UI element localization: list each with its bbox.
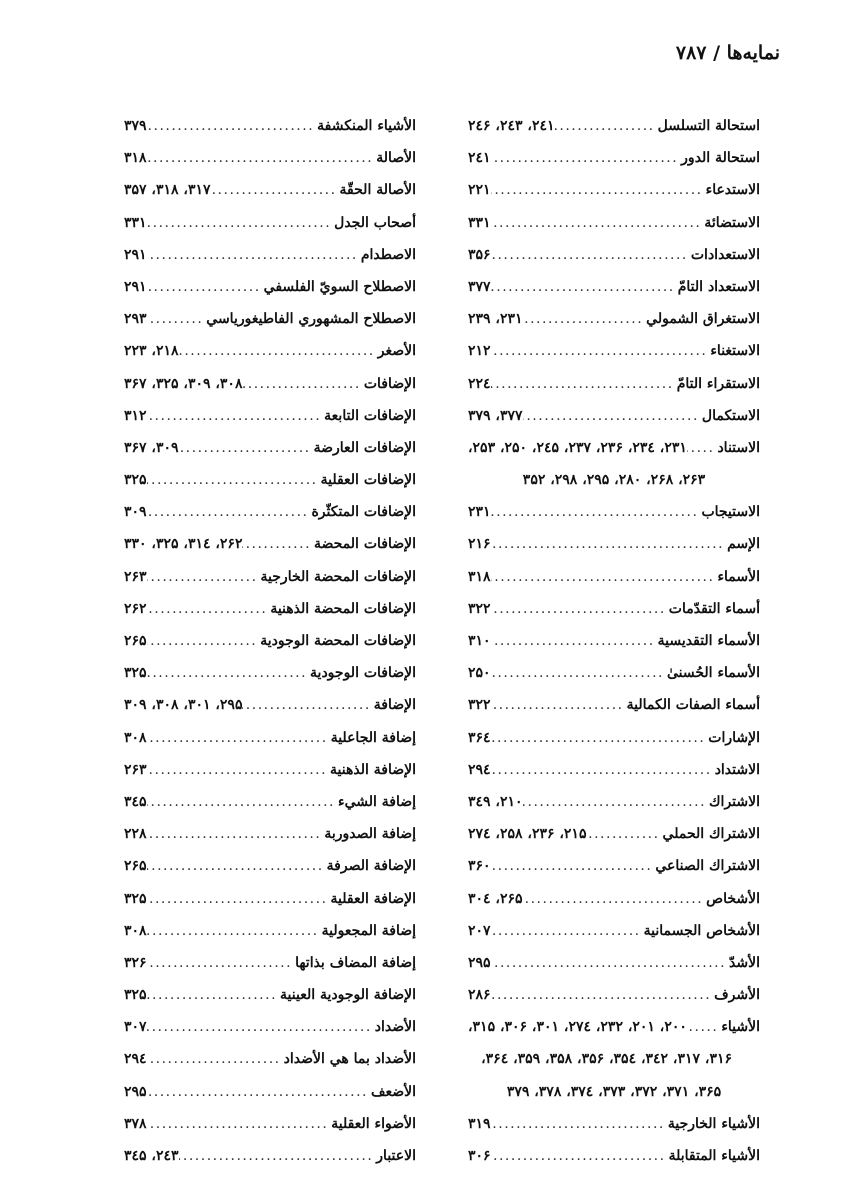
index-term: الإضافات الوجودية [310,665,416,682]
index-term: الإضافات العارضة [313,439,416,456]
index-page-numbers: ٢۶۵ [124,858,147,875]
index-entry [468,239,760,271]
index-page-numbers: ٣٠٧ [124,1019,147,1036]
dot-leader [491,496,702,528]
index-page-numbers: ٣٧٧، ٣٧٩ [468,407,523,424]
index-entry [124,432,416,464]
dot-leader [147,1108,332,1140]
index-page-numbers: ٣٣١ [468,214,491,231]
index-entry-continuation: ٢۶٣، ٢۶٨، ٢٨٠، ٢٩۵، ٢٩٨، ٣۵٢ [522,472,706,489]
index-entry [124,110,416,142]
index-page-numbers: ٢٣١، ٢٣٤، ٢٣۶، ٢٣٧، ٢٤۵، ٢۵٠، ٢۵٣، [468,439,687,456]
dot-leader [491,850,656,882]
index-entry [468,657,760,689]
dot-leader [242,528,314,560]
index-entry [468,528,760,560]
index-entry [124,400,416,432]
index-entry [124,1108,416,1140]
dot-leader [147,850,327,882]
dot-leader [491,915,644,947]
index-entry [124,593,416,625]
index-entry [124,1043,416,1075]
index-entry [124,1011,416,1043]
dot-leader [211,174,340,206]
index-entry [124,1076,416,1108]
index-entry [124,239,416,271]
index-entry [468,432,760,464]
dot-leader [491,368,677,400]
index-term: إضافة الشيء [337,793,416,810]
index-page-numbers: ٢١۵، ٢٣۶، ٢۵٨، ٢٧٤ [468,826,587,843]
index-entry [468,142,760,174]
dot-leader [147,883,331,915]
index-entry [124,657,416,689]
index-term: إضافة الجاعلية [330,729,416,746]
dot-leader [147,915,322,947]
index-entry [468,1011,760,1043]
index-term: إضافة المضاف بذاتها [295,954,416,971]
index-entry [124,142,416,174]
dot-leader [523,303,647,335]
index-entry [468,496,760,528]
index-term: الإضافات المحضة الخارجية [260,568,416,585]
dot-leader [491,1140,669,1172]
dot-leader [147,464,321,496]
index-term: الإضافات المحضة الوجودية [260,633,416,649]
index-term: إضافة المجعولية [321,922,416,939]
dot-leader [147,110,318,142]
index-page-numbers: ٣٢۵ [124,987,147,1004]
index-entry [468,335,760,367]
index-page-numbers: ٢٩۵ [468,954,491,971]
dot-leader [147,239,361,271]
index-term: الاستضائة [704,214,760,231]
index-page-numbers: ٣٢٢ [468,697,491,714]
index-entry [124,561,416,593]
index-page-numbers: ٢١۶ [468,536,491,553]
index-term: استحالة التسلسل [657,118,760,134]
index-page-numbers: ٣٢۵ [124,665,147,682]
dot-leader [179,335,378,367]
index-entry [124,850,416,882]
index-page-numbers: ٢٩١ [124,246,147,263]
index-page-numbers: ٣١٩ [468,1115,491,1132]
index-page-numbers: ٣٧٨ [124,1115,147,1132]
index-term: الاستدعاء [705,182,760,199]
index-entry-continuation: ٣١۶، ٣١٧، ٣٤٢، ٣۵٤، ٣۵۶، ٣۵٨، ٣۵٩، ٣۶٤، [481,1051,732,1068]
index-page-numbers: ٢٣١ [468,504,491,521]
dot-leader [147,657,310,689]
index-page-numbers: ٢٩۵ [124,1083,147,1100]
index-page-numbers: ٢۶٢، ٣١٤، ٣٢۵، ٣٣٠ [124,536,243,553]
index-page-numbers: ٣١٢ [124,407,147,424]
index-entry [468,400,760,432]
index-page-numbers: ٢٢٨ [124,826,147,843]
index-page-numbers: ٢٠٠، ٢٠١، ٢٣٢، ٢٧٤، ٣٠١، ٣٠۶، ٣١۵، [468,1019,687,1036]
index-term: الأشخاص الجسمانية [643,922,760,939]
dot-leader [491,207,705,239]
page-header: نمايه‌ها / ٧٨٧ [675,42,780,64]
dot-leader [147,496,312,528]
dot-leader [491,239,691,271]
index-entry [468,915,760,947]
index-page-numbers: ٢٤١ [468,150,491,167]
index-entry [468,754,760,786]
dot-leader [147,561,261,593]
index-entry [468,1108,760,1140]
index-entry [124,915,416,947]
dot-leader [523,400,702,432]
index-entry [124,496,416,528]
index-page-numbers: ٢٢١ [468,182,491,199]
index-term: أسماء التقدّمات [668,600,760,617]
index-entry [124,464,416,496]
index-term: الاستعداد التامّ [677,278,760,295]
dot-leader [491,271,678,303]
dot-leader [491,528,728,560]
index-term: الأصالة [376,150,416,167]
dot-leader [147,142,377,174]
index-term: الإضافات التابعة [324,407,416,424]
dot-leader [523,883,707,915]
index-term: الإضافة العقلية [330,890,416,907]
index-term: الأصغر [377,343,416,360]
index-term: الإضافة الذهنية [330,761,416,778]
index-term: الاشتراك الحملي [662,826,760,843]
index-term: الاصطدام [360,246,416,263]
index-term: الاصطلاح المشهوري الفاطيغورياسي [206,311,416,328]
index-term: الإضافات [363,375,416,392]
index-entry-continuation: ٣۶۵، ٣٧١، ٣٧٢، ٣٧٣، ٣٧٤، ٣٧٨، ٣٧٩ [506,1083,722,1100]
dot-leader [147,1076,371,1108]
dot-leader [147,818,325,850]
dot-leader [179,1140,377,1172]
dot-leader [687,1011,721,1043]
index-entry [124,979,416,1011]
index-entry [468,368,760,400]
index-term: الاعتبار [376,1148,416,1164]
index-entry [124,689,416,721]
index-page-numbers: ٢۶٣ [124,761,147,778]
index-page-numbers: ٢۶۵ [124,633,147,649]
index-term: الاستكمال [701,407,760,424]
index-entry [468,850,760,882]
dot-leader [491,754,715,786]
index-term: الأشياء المنكشفة [317,118,416,134]
index-page-numbers: ٢٩١ [124,278,147,295]
index-page-numbers: ٢١٢ [468,343,491,360]
index-entry [468,722,760,754]
index-entry [468,947,760,979]
dot-leader [147,947,296,979]
index-term: الأضواء العقلية [331,1115,416,1132]
index-entry [468,593,760,625]
dot-leader [491,174,706,206]
index-term: الاستناد [717,439,760,456]
dot-leader [491,947,729,979]
index-page-numbers: ٢۶٣ [124,568,147,585]
index-term: الأشخاص [706,890,760,907]
index-page-numbers: ٢١٨، ٢٢٣ [124,343,179,360]
dot-leader [687,432,718,464]
index-column-left [124,110,416,1172]
dot-leader [491,142,682,174]
index-page-numbers: ٣٣١ [124,214,147,231]
index-term: الأسماء الحُسنىٰ [667,665,760,682]
index-page-numbers: ٣٢۵ [124,472,147,489]
dot-leader [491,561,718,593]
index-term: الإضافة الوجودية العينية [280,987,416,1004]
index-entry [124,883,416,915]
index-page-numbers: ٢۵٠ [468,665,491,682]
index-page-numbers: ٢٨۶ [468,987,491,1004]
index-page-numbers: ٣٠٩، ٣۶٧ [124,439,179,456]
dot-leader [147,1043,284,1075]
index-page-numbers: ٣٠٩ [124,504,147,521]
index-column-right [468,110,760,1172]
index-term: الاستقراء التامّ [676,375,760,392]
index-entry [468,561,760,593]
dot-leader [491,657,667,689]
index-page-numbers: ٢٩٤ [468,761,491,778]
index-page-numbers: ٣١٠ [468,633,491,649]
index-entry [468,979,760,1011]
dot-leader [147,722,331,754]
index-page-numbers: ٢۶۵، ٣٠٤ [468,890,523,907]
dot-leader [147,400,325,432]
dot-leader [242,689,373,721]
index-term: الإضافات المتكثّرة [311,504,416,521]
index-term: الأشدّ [729,954,760,971]
index-entry [468,271,760,303]
index-term: الأشياء المتقابلة [668,1148,760,1164]
index-term: الاشتراك [709,793,760,810]
index-page-numbers: ٢٤١، ٢٤٣، ٢٤۶ [468,118,555,134]
index-term: الاشتراك الصناعي [655,858,760,875]
index-term: إضافة الصدوربة [324,826,416,843]
index-entry [124,207,416,239]
index-entry [124,1140,416,1172]
dot-leader [491,979,715,1011]
index-term: الأضداد بما هي الأضداد [283,1051,416,1068]
index-page-numbers: ٢٢٤ [468,375,491,392]
index-entry [468,786,760,818]
index-entry [124,528,416,560]
index-entry [124,174,416,206]
index-term: الأضعف [370,1083,416,1100]
dot-leader [147,754,330,786]
index-term: الإسم [727,536,760,553]
index-page-numbers: ٢٩٣ [124,311,147,328]
index-term: الأسماء [717,568,760,585]
index-term: الإضافات العقلية [320,472,416,489]
index-page-numbers: ٣٠٨، ٣٠٩، ٣٢۵، ٣۶٧ [124,375,243,392]
index-entry [468,303,760,335]
index-term: الأشياء [721,1019,760,1036]
dot-leader [147,593,271,625]
index-page-numbers: ٣٢۵ [124,890,147,907]
index-entry [468,174,760,206]
index-term: الاستغراق الشمولي [646,311,760,328]
index-entry [468,1140,760,1172]
index-page-numbers: ٢٠٧ [468,922,491,939]
index-page-numbers: ٣٢۶ [124,954,147,971]
index-page-numbers: ٣٠٨ [124,922,147,939]
index-term: الإضافات المحضة الذهنية [270,600,416,617]
index-term: الاشتداد [714,761,760,778]
index-page-numbers: ٣٢٢ [468,600,491,617]
dot-leader [147,207,335,239]
index-entry [468,625,760,657]
dot-leader [147,786,338,818]
dot-leader [491,1108,668,1140]
index-term: الأشرف [714,987,760,1004]
index-term: الأسماء التقديسية [657,633,760,649]
dot-leader [242,368,363,400]
index-term: الإضافات المحضة [314,536,416,553]
index-page-numbers: ٣۶٠ [468,858,491,875]
index-page-numbers: ٣۵۶ [468,246,491,263]
dot-leader [147,1011,375,1043]
index-page-numbers: ٣٠٨ [124,729,147,746]
index-page-numbers: ٣١٧، ٣١٨، ٣۵٧ [124,182,211,199]
index-term: أسماء الصفات الكمالية [626,697,760,714]
index-page-numbers: ٢٩٤ [124,1051,147,1068]
index-entry [468,883,760,915]
index-entry [124,368,416,400]
index-term: الأضداد [374,1019,416,1036]
index-entry [124,303,416,335]
index-page-numbers: ٢٩۵، ٣٠١، ٣٠٨، ٣٠٩ [124,697,243,714]
index-entry [124,271,416,303]
index-page-numbers: ٢١٠، ٣٤٩ [468,793,523,810]
index-page-numbers: ٢۶٢ [124,600,147,617]
index-entry [124,786,416,818]
index-term: الأصالة الحقّة [339,182,416,199]
index-term: أصحاب الجدل [334,214,416,231]
index-entry [124,947,416,979]
index-entry [124,754,416,786]
index-page-numbers: ٣١٨ [468,568,491,585]
dot-leader [491,689,627,721]
index-term: الاصطلاح السويّ الفلسفي [263,278,416,295]
dot-leader [147,625,261,657]
index-page-numbers: ٣٧٧ [468,278,491,295]
dot-leader [586,818,662,850]
index-page-numbers: ٣۶٤ [468,729,491,746]
index-page-numbers: ٣٤۵ [124,793,147,810]
index-term: الاستعدادات [690,246,760,263]
index-term: الأشياء الخارجية [667,1115,760,1132]
dot-leader [147,979,280,1011]
dot-leader [491,593,669,625]
index-entry [468,110,760,142]
index-term: الإشارات [708,729,760,746]
index-page-numbers: ٢٤٣، ٣٤۵ [124,1148,179,1164]
index-entry [124,722,416,754]
index-term: الاستيجاب [701,504,760,521]
index-term: الاستغناء [710,343,760,360]
index-term: الإضافة [373,697,416,714]
dot-leader [179,432,314,464]
dot-leader [147,271,264,303]
index-term: الإضافة الصرفة [326,858,416,875]
index-entry [124,335,416,367]
index-page-numbers: ٢٣١، ٢٣٩ [468,311,523,328]
index-entry [468,818,760,850]
dot-leader [523,786,709,818]
dot-leader [555,110,658,142]
index-page-numbers: ٣٧٩ [124,118,147,134]
index-term: استحالة الدور [681,150,760,167]
index-page-numbers: ٣٠۶ [468,1148,491,1164]
index-entry [468,207,760,239]
index-entry [468,689,760,721]
dot-leader [147,303,207,335]
index-page-numbers: ٣١٨ [124,150,147,167]
dot-leader [491,335,711,367]
index-entry [124,625,416,657]
dot-leader [491,625,658,657]
index-entry [124,818,416,850]
dot-leader [491,722,709,754]
